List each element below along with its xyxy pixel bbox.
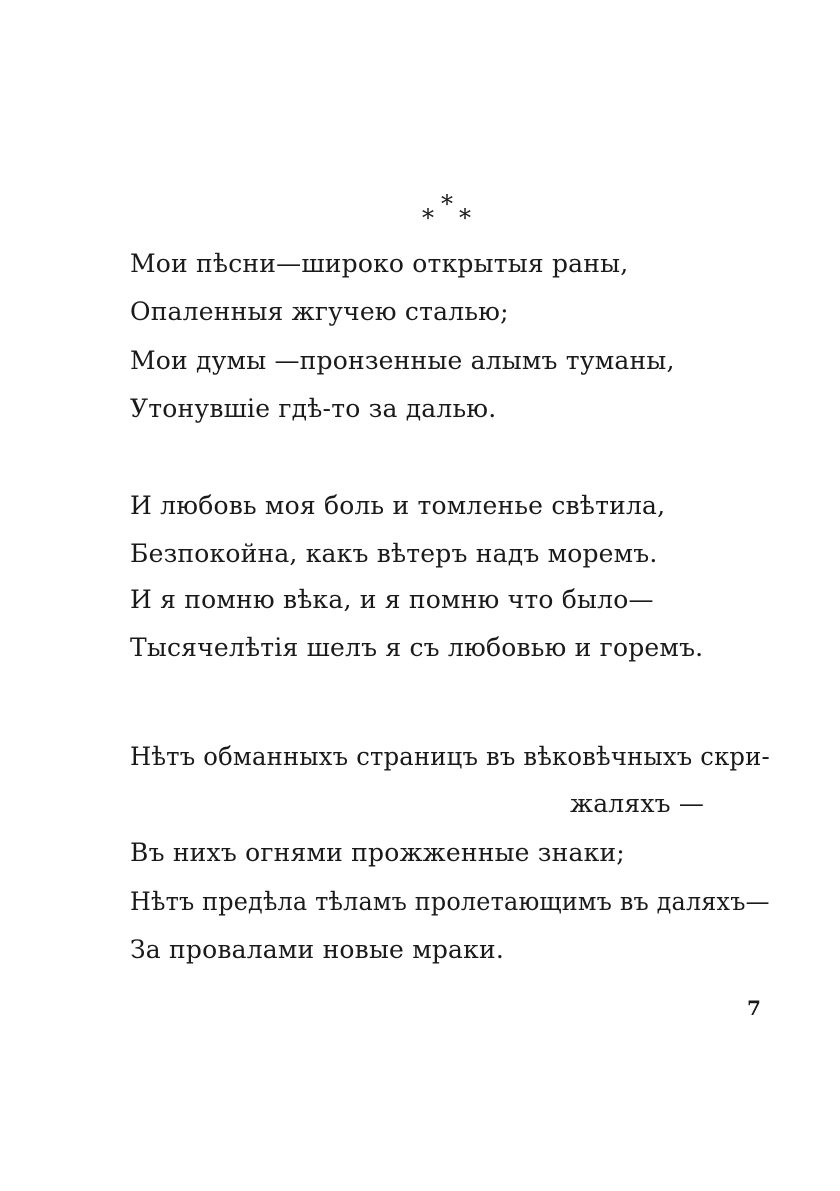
poem-line: Мои думы —пронзенные алымъ туманы, (130, 346, 675, 375)
poem-line: Тысячелѣтiя шелъ я съ любовью и горемъ. (130, 633, 704, 662)
poem-line: И любовь моя боль и томленье свѣтила, (130, 491, 666, 520)
poem-line: За провалами новые мраки. (130, 935, 504, 964)
poem-line: Нѣтъ обманныхъ страницъ въ вѣковѣчныхъ скри- (130, 742, 770, 771)
asterism-star-right: * (459, 204, 471, 232)
poem-line: Опаленныя жгучею сталью; (130, 297, 509, 326)
asterism-ornament (422, 192, 482, 232)
page-number: 7 (747, 996, 761, 1020)
poem-line: Въ нихъ огнями прожженные знаки; (130, 838, 625, 867)
poem-line: Утонувшiе гдѣ-то за далью. (130, 394, 497, 423)
poem-line: И я помню вѣка, и я помню что было— (130, 585, 654, 614)
poem-line-continuation: жаляхъ — (570, 789, 705, 818)
asterism-star-left: * (422, 204, 434, 232)
poem-line: Нѣтъ предѣла тѣламъ пролетающимъ въ даляхъ— (130, 887, 770, 916)
asterism-star-top: * (441, 190, 453, 218)
poem-line: Мои пѣсни—широко открытыя раны, (130, 249, 629, 278)
poem-line: Безпокойна, какъ вѣтеръ надъ моремъ. (130, 539, 658, 568)
